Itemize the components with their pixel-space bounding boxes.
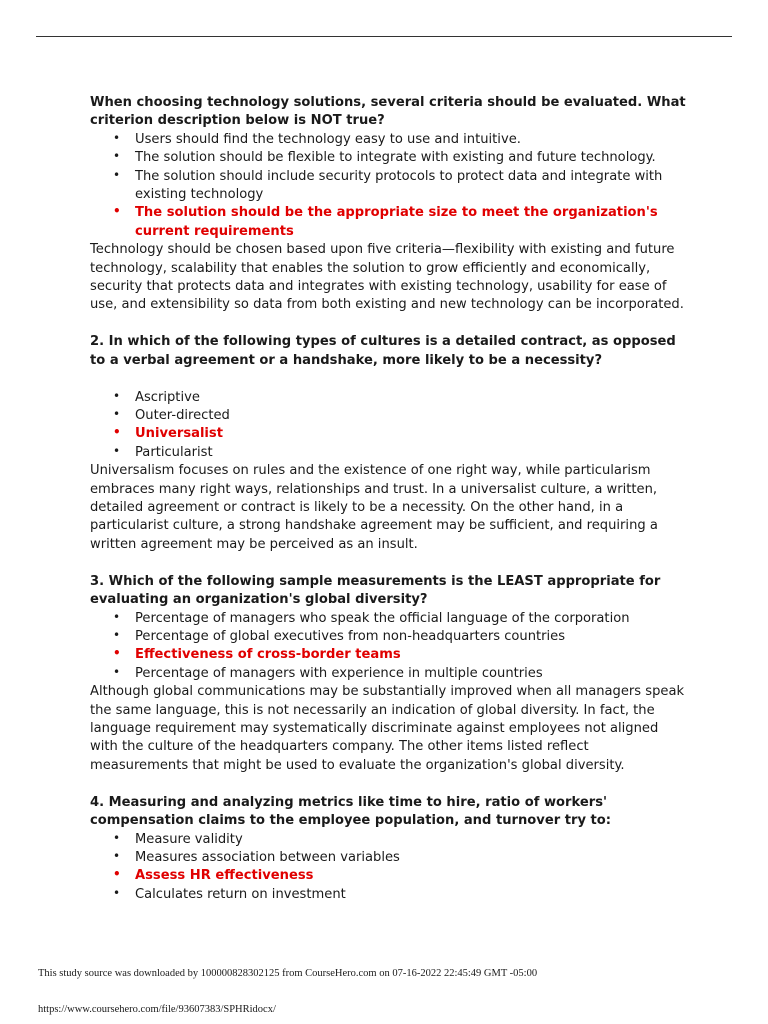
option-text: Outer-directed [135, 407, 230, 423]
option-text: Percentage of global executives from non-headquarters countries [135, 628, 566, 644]
bullet-icon: • [113, 646, 121, 661]
option-item-correct [113, 646, 690, 664]
option-item [113, 627, 690, 646]
option-text: The solution should include security protocols to protect data and integrate with existing technology [135, 168, 663, 203]
option-text: Percentage of managers who speak the official language of the corporation [135, 610, 630, 626]
option-text: Particularist [135, 444, 213, 460]
option-text: Measures association between variables [135, 849, 400, 865]
source-url-link[interactable]: https://www.coursehero.com/file/93607383/SPHRidocx/ [38, 1004, 276, 1015]
bullet-icon: • [113, 867, 121, 882]
top-rule [36, 36, 732, 37]
download-note: This study source was downloaded by 100000828302125 from CourseHero.com on 07-16-2022 22:45:49 GMT -05:00 [38, 968, 538, 979]
option-item [113, 149, 690, 167]
question-text: 4. Measuring and analyzing metrics like time to hire, ratio of workers' compensation claims to the employee population, and turnover try to: [90, 794, 612, 829]
question-block [90, 94, 690, 315]
bullet-icon: • [113, 848, 121, 863]
bullet-icon: • [113, 443, 121, 458]
question-block [90, 573, 690, 775]
bullet-icon: • [113, 406, 121, 421]
option-item [113, 609, 690, 628]
option-text: Percentage of managers with experience in multiple countries [135, 665, 543, 681]
option-item [113, 130, 690, 149]
option-item [113, 885, 690, 904]
option-list [90, 131, 690, 241]
bullet-icon: • [113, 627, 121, 642]
bullet-icon: • [113, 609, 121, 624]
option-list [90, 831, 690, 905]
option-text: Universalist [135, 426, 223, 442]
bullet-icon: • [113, 388, 121, 403]
option-text: Calculates return on investment [135, 886, 346, 902]
option-item [113, 830, 690, 849]
option-item-correct [113, 867, 690, 885]
option-item [113, 443, 690, 462]
option-text: Users should find the technology easy to use and intuitive. [135, 131, 521, 147]
question-block [90, 333, 690, 554]
option-text: The solution should be the appropriate size to meet the organization's current requirements [135, 205, 658, 239]
option-text: Assess HR effectiveness [135, 868, 314, 884]
option-text: Measure validity [135, 831, 243, 847]
bullet-icon: • [113, 664, 121, 679]
option-item-correct [113, 204, 690, 241]
document-body [90, 94, 690, 923]
option-text: Effectiveness of cross-border teams [135, 647, 401, 663]
bullet-icon: • [113, 130, 121, 145]
option-text: Ascriptive [135, 389, 200, 405]
spacer [90, 370, 690, 388]
bullet-icon: • [113, 885, 121, 900]
bullet-icon: • [113, 167, 121, 182]
question-text: 2. In which of the following types of cultures is a detailed contract, as opposed to a verbal agreement or a handshake, more likely to be a necessity? [90, 334, 676, 368]
option-text: The solution should be flexible to integrate with existing and future technology. [135, 150, 656, 166]
question-text: 3. Which of the following sample measurements is the LEAST appropriate for evaluating an organization's global diversity? [90, 573, 661, 608]
option-list [90, 389, 690, 463]
option-item [113, 848, 690, 867]
explanation-text: Technology should be chosen based upon five criteria—flexibility with existing and future technology, scalability that enables the solution to grow efficiently and economically, security that protects data and integrates with existing technology, usability for ease of use, and extensibility so data from both existing and new technology can be incorporated. [90, 242, 684, 313]
bullet-icon: • [113, 204, 121, 219]
option-item-correct [113, 425, 690, 443]
explanation-text: Although global communications may be substantially improved when all managers speak the same language, this is not necessarily an indication of global diversity. In fact, the language requirement may systematically discriminate against employees not aligned with the culture of the headquarters company. The other items listed reflect measurements that might be used to evaluate the organization's global diversity. [90, 684, 685, 773]
explanation-text: Universalism focuses on rules and the existence of one right way, while particularism embraces many right ways, relationships and trust. In a universalist culture, a written, detailed agreement or contract is likely to be a necessity. On the other hand, in a particularist culture, a strong handshake agreement may be sufficient, and requiring a written agreement may be perceived as an insult. [90, 463, 658, 552]
option-item [113, 406, 690, 425]
bullet-icon: • [113, 149, 121, 164]
option-item [113, 664, 690, 683]
bullet-icon: • [113, 425, 121, 440]
option-item [113, 388, 690, 407]
option-list [90, 610, 690, 684]
option-item [113, 167, 690, 205]
question-block [90, 794, 690, 904]
question-text: When choosing technology solutions, several criteria should be evaluated. What criterion description below is NOT true? [90, 95, 686, 129]
bullet-icon: • [113, 830, 121, 845]
